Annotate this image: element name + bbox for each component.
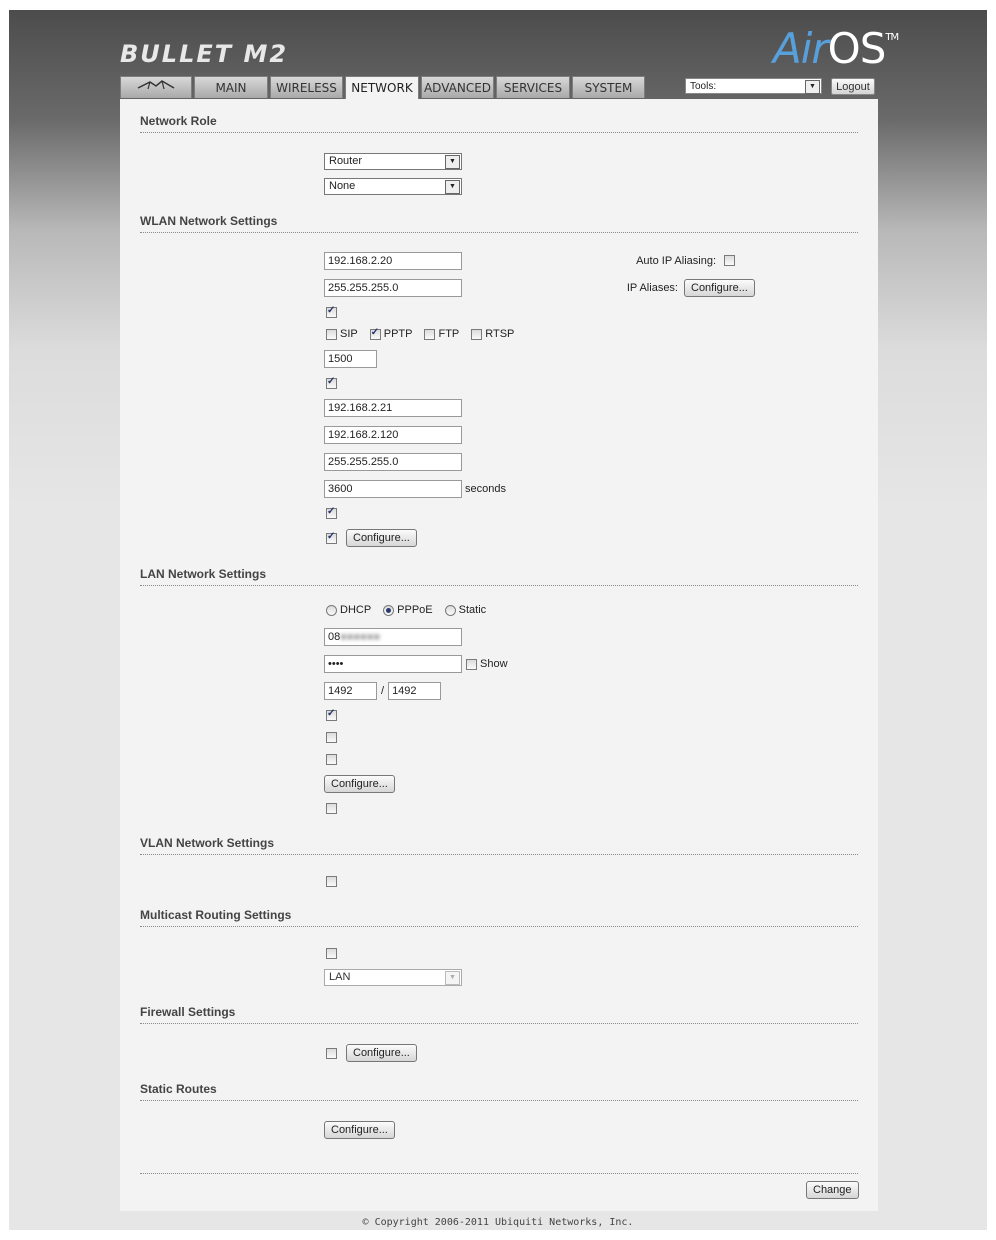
tab-network[interactable]: NETWORK bbox=[345, 76, 419, 100]
ubiquiti-logo-icon bbox=[136, 78, 176, 92]
lease-time-unit: seconds bbox=[465, 483, 506, 495]
section-wlan: WLAN Network Settings bbox=[140, 214, 858, 233]
tab-main[interactable]: MAIN bbox=[194, 76, 268, 98]
tools-select[interactable]: Tools: ▼ bbox=[685, 78, 822, 94]
section-static-routes: Static Routes bbox=[140, 1082, 858, 1101]
auto-ip-aliasing-label: Auto IP Aliasing: bbox=[636, 255, 716, 267]
tab-services[interactable]: SERVICES bbox=[496, 76, 570, 98]
range-start-input[interactable]: 192.168.2.21 bbox=[324, 399, 462, 417]
tab-wireless[interactable]: WIRELESS bbox=[270, 76, 343, 98]
pppoe-encryption-checkbox[interactable] bbox=[326, 710, 337, 721]
network-mode-select[interactable]: Router ▼ bbox=[324, 153, 462, 170]
enable-dhcp-checkbox[interactable] bbox=[326, 378, 337, 389]
logout-button[interactable]: Logout bbox=[831, 78, 875, 95]
firewall-configure-button[interactable]: Configure... bbox=[346, 1044, 417, 1062]
tab-ubiquiti-logo[interactable] bbox=[120, 76, 192, 98]
pppoe-username-input[interactable]: 08●●●●●● bbox=[324, 628, 462, 646]
enable-vlan-checkbox[interactable] bbox=[326, 876, 337, 887]
multicast-upstream-select[interactable]: LAN ▼ bbox=[324, 969, 462, 986]
lan-ip-static-radio[interactable] bbox=[445, 605, 456, 616]
section-lan: LAN Network Settings bbox=[140, 567, 858, 586]
nat-sip-checkbox[interactable] bbox=[326, 329, 337, 340]
wlan-ip-aliases-configure-button[interactable]: Configure... bbox=[684, 279, 755, 297]
chevron-down-icon: ▼ bbox=[445, 971, 460, 985]
enable-nat-checkbox[interactable] bbox=[326, 307, 337, 318]
section-network-role: Network Role bbox=[140, 114, 858, 133]
nat-ftp-checkbox[interactable] bbox=[424, 329, 435, 340]
show-password-checkbox[interactable] bbox=[466, 659, 477, 670]
main-content: Network Role Router ▼ None ▼ WLAN Network Settings 192.168.2.20 Auto IP Aliasing: 255.255.255.0 IP Aliases: Configure... ✓ SIP ✓ PPTP FTP RTSP 1500 ✓ 192.168.2.21 192.168.2.120 255.255.255.0 3600 seconds ✓ ✓ Configure... LAN Network Settings DHCP PPPoE Static 08●●●●●● •••• Show 1492 / 1492 ✓ Configure... VLAN Network Settings Multicast Routing Settings LAN ▼ Firewall Settings Configure... Static Routes Configure... Change bbox=[120, 99, 878, 1211]
enable-multicast-checkbox[interactable] bbox=[326, 948, 337, 959]
section-vlan: VLAN Network Settings bbox=[140, 836, 858, 855]
change-mac-checkbox[interactable] bbox=[326, 803, 337, 814]
tab-advanced[interactable]: ADVANCED bbox=[421, 76, 494, 98]
mtu-input[interactable]: 1500 bbox=[324, 350, 377, 368]
pppoe-mru-input[interactable]: 1492 bbox=[388, 682, 441, 700]
airos-logo: AirOS™ bbox=[773, 24, 899, 73]
lan-ip-dhcp-radio[interactable] bbox=[326, 605, 337, 616]
static-routes-configure-button[interactable]: Configure... bbox=[324, 1121, 395, 1139]
chevron-down-icon: ▼ bbox=[445, 180, 460, 194]
port-forwarding-checkbox[interactable] bbox=[326, 533, 337, 544]
change-button[interactable]: Change bbox=[806, 1181, 859, 1199]
port-forwarding-configure-button[interactable]: Configure... bbox=[346, 529, 417, 547]
lan-auto-ip-aliasing-checkbox[interactable] bbox=[326, 754, 337, 765]
enable-dmz-checkbox[interactable] bbox=[326, 732, 337, 743]
nat-rtsp-checkbox[interactable] bbox=[471, 329, 482, 340]
tab-system[interactable]: SYSTEM bbox=[572, 76, 645, 98]
lan-ip-aliases-configure-button[interactable]: Configure... bbox=[324, 775, 395, 793]
chevron-down-icon: ▼ bbox=[445, 155, 460, 169]
main-tabs bbox=[120, 76, 647, 98]
copyright: © Copyright 2006-2011 Ubiquiti Networks, Inc. bbox=[362, 1217, 634, 1228]
device-brand: BULLET M2 bbox=[120, 40, 289, 68]
netmask-input[interactable]: 255.255.255.0 bbox=[324, 279, 462, 297]
nat-pptp-checkbox[interactable] bbox=[370, 329, 381, 340]
enable-firewall-checkbox[interactable] bbox=[326, 1048, 337, 1059]
pppoe-password-input[interactable]: •••• bbox=[324, 655, 462, 673]
pppoe-mtu-input[interactable]: 1492 bbox=[324, 682, 377, 700]
dhcp-netmask-input[interactable]: 255.255.255.0 bbox=[324, 453, 462, 471]
range-end-input[interactable]: 192.168.2.120 bbox=[324, 426, 462, 444]
lease-time-input[interactable]: 3600 bbox=[324, 480, 462, 498]
disable-network-select[interactable]: None ▼ bbox=[324, 178, 462, 195]
show-password-label: Show bbox=[480, 658, 508, 670]
enable-dns-proxy-checkbox[interactable] bbox=[326, 508, 337, 519]
section-multicast: Multicast Routing Settings bbox=[140, 908, 858, 927]
ip-aliases-label: IP Aliases: bbox=[626, 282, 678, 294]
chevron-down-icon: ▼ bbox=[805, 80, 820, 94]
lan-ip-pppoe-radio[interactable] bbox=[383, 605, 394, 616]
section-firewall: Firewall Settings bbox=[140, 1005, 858, 1024]
ip-address-input[interactable]: 192.168.2.20 bbox=[324, 252, 462, 270]
auto-ip-aliasing-checkbox[interactable] bbox=[724, 255, 735, 266]
footer-divider bbox=[140, 1173, 858, 1174]
